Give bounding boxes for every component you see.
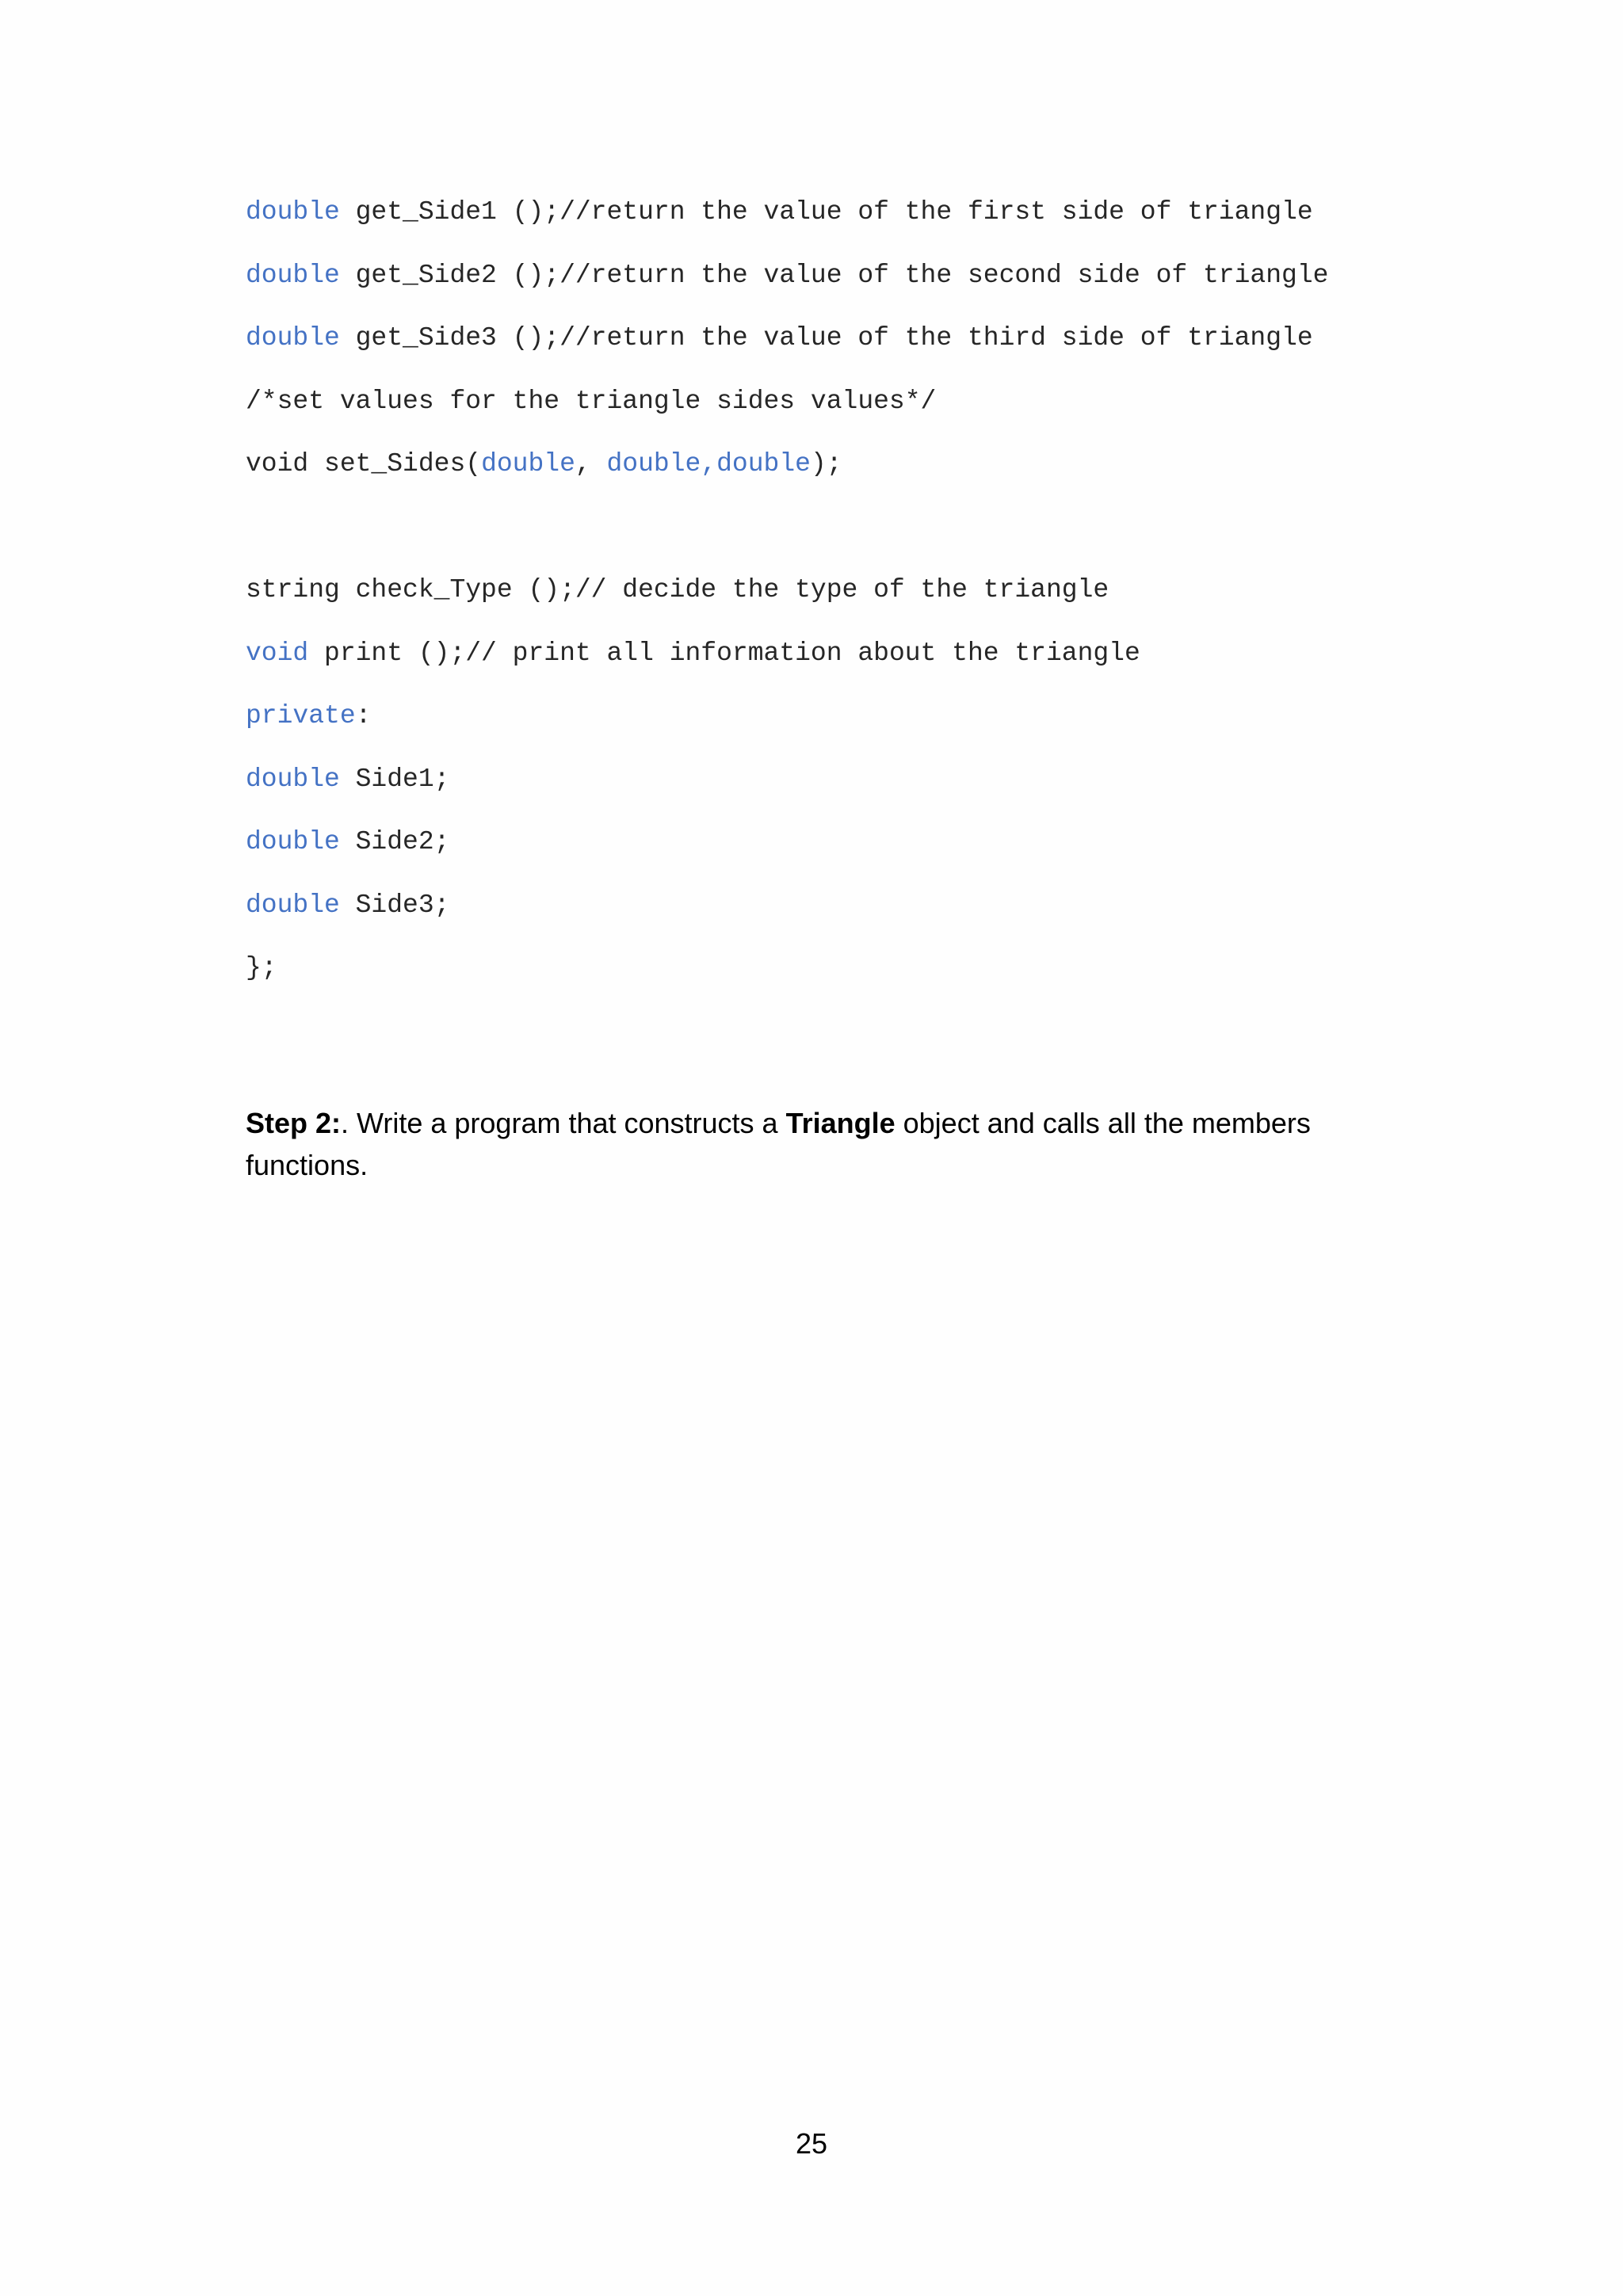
code-line-get-side2 <box>246 257 1514 320</box>
code-keyword: double <box>246 890 340 920</box>
step-text: . Write a program that constructs a <box>341 1107 786 1139</box>
code-text: get_Side2 ();//return the value of the second side of triangle <box>339 260 1329 290</box>
code-line-side2 <box>246 823 1514 887</box>
code-keyword: double <box>246 323 340 353</box>
code-line-private <box>246 697 1514 761</box>
code-keyword: double <box>246 764 340 794</box>
code-text: Side2; <box>339 827 450 856</box>
code-text: Side1; <box>339 764 450 794</box>
code-line-comment <box>246 383 1514 446</box>
code-keyword: double <box>246 260 340 290</box>
code-text: Side3; <box>339 890 450 920</box>
code-line-print <box>246 635 1514 698</box>
code-line-side1 <box>246 761 1514 824</box>
code-keyword: double <box>481 449 575 479</box>
code-text: ); <box>810 449 842 479</box>
code-text: void set_Sides( <box>246 449 482 479</box>
code-line-close-brace <box>246 949 1514 1013</box>
code-text: , <box>575 449 607 479</box>
code-line-get-side1 <box>246 193 1514 257</box>
code-text: get_Side3 ();//return the value of the third side of triangle <box>339 323 1313 353</box>
code-keyword: private <box>246 701 356 730</box>
step-label: Step 2: <box>246 1107 342 1139</box>
code-text: string check_Type ();// decide the type of the triangle <box>246 575 1109 605</box>
object-name: Triangle <box>785 1107 896 1139</box>
code-block <box>246 193 1514 1013</box>
code-keyword: double <box>246 827 340 856</box>
page-number: 25 <box>795 2127 828 2160</box>
code-line-get-side3 <box>246 319 1514 383</box>
code-text: print ();// print all information about the triangle <box>308 638 1140 668</box>
code-text: get_Side1 ();//return the value of the first side of triangle <box>339 197 1313 227</box>
code-keyword: double,double <box>606 449 811 479</box>
code-keyword: double <box>246 197 340 227</box>
step-text: object and calls all the members functions. <box>246 1107 1311 1181</box>
code-line-set-sides <box>246 445 1514 509</box>
code-text: }; <box>246 953 277 982</box>
code-keyword: void <box>246 638 309 668</box>
code-text: : <box>355 701 372 730</box>
code-line-check-type <box>246 571 1514 635</box>
step-2-paragraph <box>246 1102 1355 1186</box>
code-line-blank <box>246 509 1514 572</box>
code-line-side3 <box>246 887 1514 950</box>
code-text: /*set values for the triangle sides values*/ <box>246 386 937 416</box>
